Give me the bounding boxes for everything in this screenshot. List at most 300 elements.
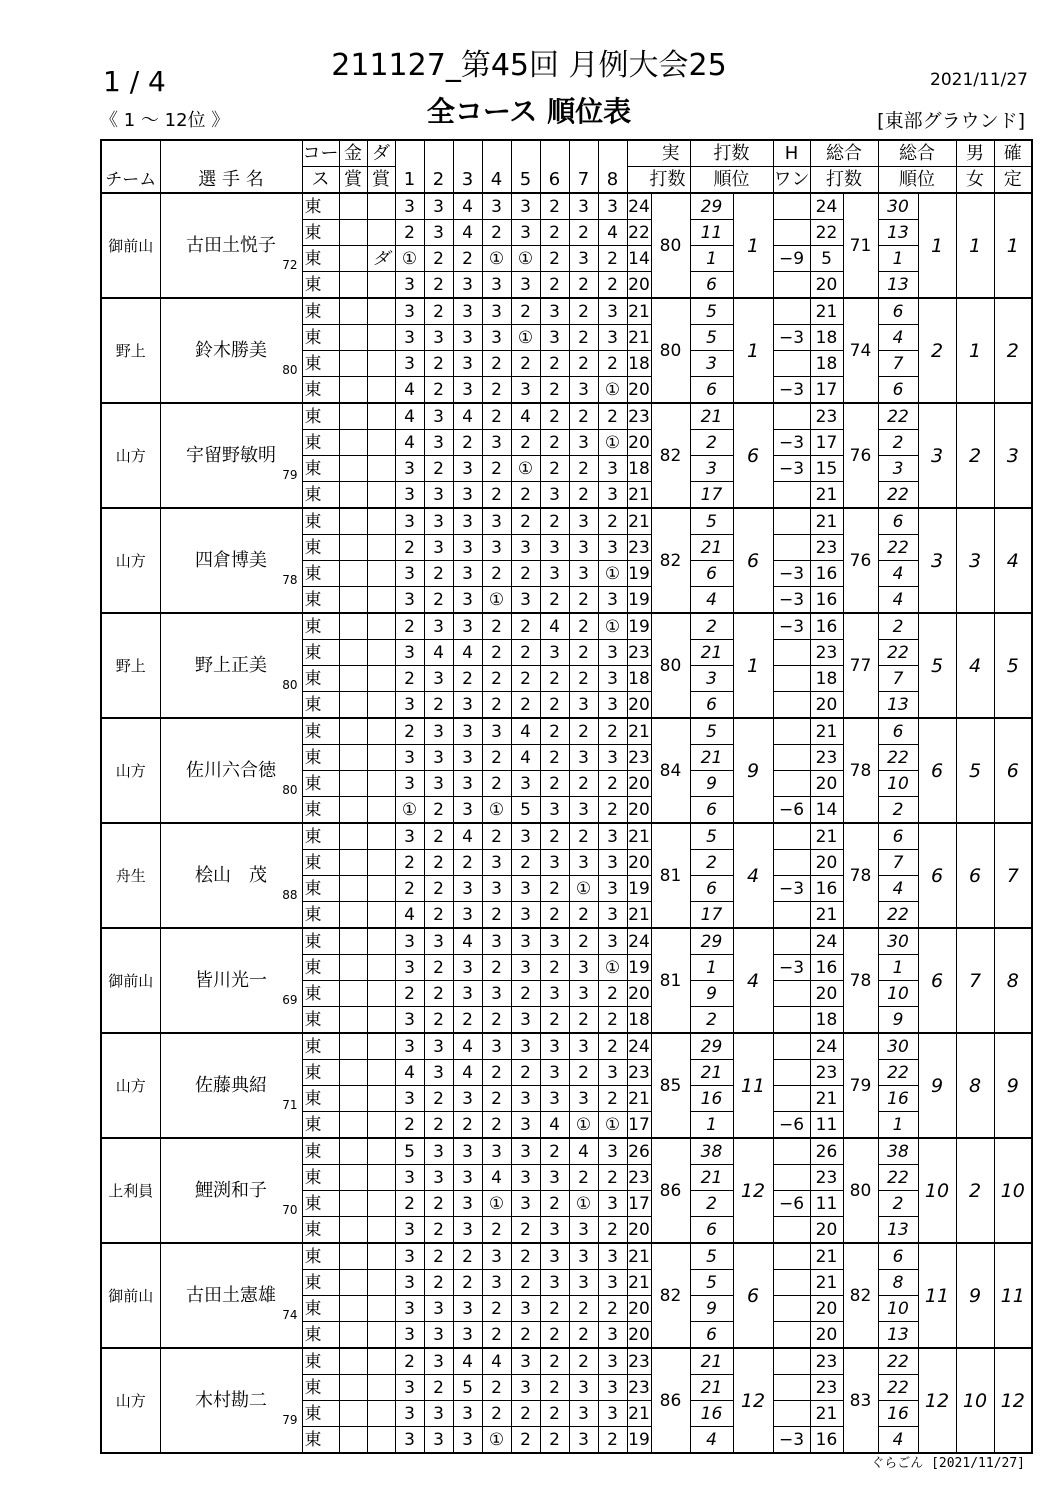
round-net: 21 <box>810 718 843 745</box>
round-total-rank: 13 <box>878 220 918 246</box>
col-hole-7: 7 <box>569 140 598 193</box>
hole-score: 2 <box>395 981 424 1007</box>
strokes-rank: 1 <box>733 193 773 298</box>
hole-score: 3 <box>424 1138 453 1165</box>
col-final-bottom: 定 <box>994 167 1032 194</box>
course-cell: 東 <box>302 482 339 509</box>
round-rank: 5 <box>690 325 733 351</box>
hole-score: 3 <box>395 1007 424 1034</box>
hole-score: 3 <box>482 1270 511 1296</box>
hole-score: ① <box>569 1112 598 1139</box>
hole-score: 2 <box>395 1348 424 1375</box>
round-total-rank: 16 <box>878 1086 918 1112</box>
hole-score: 3 <box>453 1217 482 1244</box>
hole-score: 3 <box>511 220 540 246</box>
hole-score: 3 <box>395 508 424 535</box>
round-total-rank: 4 <box>878 1427 918 1454</box>
round-net: 23 <box>810 1165 843 1191</box>
round-rank: 16 <box>690 1401 733 1427</box>
hole-score: 3 <box>424 1401 453 1427</box>
round-rank: 6 <box>690 876 733 902</box>
final-rank: 6 <box>994 718 1032 823</box>
gold-cell <box>339 1007 367 1034</box>
hole-score: 2 <box>540 193 569 220</box>
hole-score: 3 <box>395 193 424 220</box>
hole-score: 3 <box>395 1243 424 1270</box>
hole-score: 2 <box>395 876 424 902</box>
hole-score: 3 <box>395 1375 424 1401</box>
strokes-rank: 11 <box>733 1033 773 1138</box>
hole-score: 2 <box>569 1322 598 1349</box>
player-name-cell <box>160 298 302 403</box>
round-net: 20 <box>810 1322 843 1349</box>
round-rank: 17 <box>690 902 733 929</box>
course-cell: 東 <box>302 1217 339 1244</box>
round-total-rank: 2 <box>878 613 918 640</box>
table-row <box>101 193 1032 220</box>
course-cell: 東 <box>302 1033 339 1060</box>
hole-score: 2 <box>598 771 627 797</box>
player-name: 四倉博美 <box>195 549 267 571</box>
round-net: 24 <box>810 928 843 955</box>
da-cell <box>367 1007 395 1034</box>
da-cell <box>367 692 395 719</box>
hole-score: ① <box>511 246 540 272</box>
page-subtitle: 全コース 順位表 <box>426 95 632 128</box>
hole-score: 3 <box>540 640 569 666</box>
hole-score: 3 <box>598 298 627 325</box>
round-net: 11 <box>810 1112 843 1139</box>
hole-score: 2 <box>511 1217 540 1244</box>
round-net: 11 <box>810 1191 843 1217</box>
round-net: 16 <box>810 613 843 640</box>
hole-score: 3 <box>424 718 453 745</box>
round-net: 23 <box>810 1375 843 1401</box>
course-cell: 東 <box>302 508 339 535</box>
round-strokes: 24 <box>627 193 651 220</box>
da-cell <box>367 508 395 535</box>
hole-score: 2 <box>482 613 511 640</box>
course-cell: 東 <box>302 1138 339 1165</box>
course-cell: 東 <box>302 1270 339 1296</box>
hole-score: 2 <box>424 823 453 850</box>
gold-cell <box>339 403 367 430</box>
hole-score: 3 <box>395 928 424 955</box>
round-total-rank: 13 <box>878 692 918 719</box>
handicap: 88 <box>282 888 298 902</box>
hole-score: 4 <box>453 193 482 220</box>
gold-cell <box>339 1243 367 1270</box>
gender-rank: 5 <box>956 718 994 823</box>
round-rank: 1 <box>690 955 733 981</box>
hole-score: 2 <box>511 692 540 719</box>
player-name: 鈴木勝美 <box>195 339 267 361</box>
hole-score: 3 <box>453 377 482 404</box>
da-cell <box>367 193 395 220</box>
team-cell: 御前山 <box>101 928 160 1033</box>
team-cell: 山方 <box>101 1033 160 1138</box>
gender-rank: 2 <box>956 403 994 508</box>
hole-score: 3 <box>395 1270 424 1296</box>
hole-score: 3 <box>395 1427 424 1454</box>
round-total-rank: 22 <box>878 482 918 509</box>
hole-score: 2 <box>511 430 540 456</box>
hole-score: 3 <box>569 535 598 561</box>
hole-in-one-cell <box>773 351 810 377</box>
player-name-cell <box>160 1243 302 1348</box>
gold-cell <box>339 351 367 377</box>
round-total-rank: 22 <box>878 403 918 430</box>
hole-in-one-cell <box>773 902 810 929</box>
round-net: 20 <box>810 1296 843 1322</box>
hole-score: 3 <box>511 1375 540 1401</box>
total-strokes: 71 <box>843 193 878 298</box>
page-number: 1 / 4 <box>103 65 166 98</box>
hole-score: 4 <box>453 220 482 246</box>
course-cell: 東 <box>302 325 339 351</box>
hole-score: 2 <box>453 850 482 876</box>
hole-score: 2 <box>424 351 453 377</box>
hole-score: 3 <box>598 1060 627 1086</box>
hole-score: ① <box>511 325 540 351</box>
hole-score: 3 <box>395 325 424 351</box>
hole-score: 2 <box>424 587 453 614</box>
hole-score: 4 <box>453 640 482 666</box>
hole-score: 3 <box>453 456 482 482</box>
hole-score: 4 <box>540 613 569 640</box>
da-cell <box>367 823 395 850</box>
hole-score: 3 <box>453 298 482 325</box>
strokes-rank: 6 <box>733 1243 773 1348</box>
hole-score: 2 <box>453 666 482 692</box>
round-net: 16 <box>810 561 843 587</box>
round-rank: 29 <box>690 928 733 955</box>
hole-score: 2 <box>395 666 424 692</box>
handicap: 69 <box>282 993 298 1007</box>
hole-score: 2 <box>569 1007 598 1034</box>
round-rank: 9 <box>690 981 733 1007</box>
round-rank: 21 <box>690 403 733 430</box>
hole-score: 3 <box>482 1243 511 1270</box>
hole-score: 4 <box>395 403 424 430</box>
round-total-rank: 3 <box>878 456 918 482</box>
hole-in-one-cell <box>773 928 810 955</box>
round-strokes: 26 <box>627 1138 651 1165</box>
hole-score: 3 <box>395 587 424 614</box>
round-strokes: 23 <box>627 745 651 771</box>
round-strokes: 18 <box>627 1007 651 1034</box>
hole-score: 2 <box>482 666 511 692</box>
hole-score: 3 <box>395 482 424 509</box>
round-strokes: 23 <box>627 535 651 561</box>
round-rank: 2 <box>690 430 733 456</box>
gold-cell <box>339 482 367 509</box>
hole-score: 3 <box>569 692 598 719</box>
da-cell <box>367 666 395 692</box>
hole-score: 2 <box>511 981 540 1007</box>
handicap: 72 <box>282 258 298 272</box>
hole-score: 3 <box>395 640 424 666</box>
table-row <box>101 298 1032 325</box>
hole-score: 3 <box>482 430 511 456</box>
hole-score: 3 <box>424 430 453 456</box>
round-rank: 2 <box>690 613 733 640</box>
hole-score: 3 <box>395 771 424 797</box>
hole-score: 2 <box>598 403 627 430</box>
hole-score: 3 <box>482 193 511 220</box>
hole-score: 4 <box>395 902 424 929</box>
round-total-rank: 10 <box>878 771 918 797</box>
hole-score: 3 <box>511 1033 540 1060</box>
hole-score: 3 <box>424 928 453 955</box>
hole-score: 2 <box>424 1217 453 1244</box>
hole-score: 2 <box>424 246 453 272</box>
hole-score: 2 <box>569 456 598 482</box>
hole-in-one-cell: −3 <box>773 613 810 640</box>
round-net: 21 <box>810 508 843 535</box>
round-strokes: 23 <box>627 1060 651 1086</box>
player-name-cell <box>160 718 302 823</box>
hole-score: 2 <box>569 1060 598 1086</box>
hole-in-one-cell <box>773 745 810 771</box>
col-da-top: ダ <box>367 140 395 167</box>
gold-cell <box>339 456 367 482</box>
hole-score: 3 <box>511 1007 540 1034</box>
gold-cell <box>339 1138 367 1165</box>
gold-cell <box>339 718 367 745</box>
round-strokes: 21 <box>627 508 651 535</box>
hole-in-one-cell: −3 <box>773 430 810 456</box>
hole-score: 2 <box>511 1322 540 1349</box>
hole-score: 2 <box>540 876 569 902</box>
col-hole-1: 1 <box>395 140 424 193</box>
hole-score: 2 <box>482 1322 511 1349</box>
total-strokes: 79 <box>843 1033 878 1138</box>
round-total-rank: 22 <box>878 1060 918 1086</box>
round-net: 17 <box>810 377 843 404</box>
hole-score: 2 <box>540 508 569 535</box>
hole-score: 2 <box>540 666 569 692</box>
da-cell <box>367 1401 395 1427</box>
round-net: 21 <box>810 298 843 325</box>
hole-score: 3 <box>482 508 511 535</box>
final-rank: 7 <box>994 823 1032 928</box>
strokes-rank: 6 <box>733 508 773 613</box>
course-cell: 東 <box>302 430 339 456</box>
rank-range: 《 1 ～ 12位 》 <box>100 110 230 131</box>
total-rank: 1 <box>918 193 956 298</box>
actual-strokes: 80 <box>651 298 690 403</box>
course-cell: 東 <box>302 1296 339 1322</box>
round-total-rank: 6 <box>878 1243 918 1270</box>
da-cell <box>367 351 395 377</box>
round-net: 15 <box>810 456 843 482</box>
round-strokes: 19 <box>627 1427 651 1454</box>
hole-score: 4 <box>453 823 482 850</box>
hole-score: 3 <box>482 1033 511 1060</box>
hole-score: 3 <box>569 508 598 535</box>
gender-rank: 10 <box>956 1348 994 1453</box>
hole-score: 3 <box>395 823 424 850</box>
course-cell: 東 <box>302 718 339 745</box>
col-hole-6: 6 <box>540 140 569 193</box>
actual-strokes: 80 <box>651 193 690 298</box>
da-cell <box>367 1112 395 1139</box>
hole-score: 3 <box>511 1138 540 1165</box>
round-rank: 21 <box>690 1348 733 1375</box>
hole-score: 3 <box>453 902 482 929</box>
round-strokes: 17 <box>627 1191 651 1217</box>
player-name-cell <box>160 823 302 928</box>
hole-score: 2 <box>453 1243 482 1270</box>
round-net: 20 <box>810 272 843 299</box>
col-hole-5: 5 <box>511 140 540 193</box>
gold-cell <box>339 1270 367 1296</box>
course-cell: 東 <box>302 955 339 981</box>
round-total-rank: 22 <box>878 745 918 771</box>
hole-in-one-cell: −3 <box>773 377 810 404</box>
round-strokes: 21 <box>627 1086 651 1112</box>
hole-score: 2 <box>569 928 598 955</box>
hole-score: 2 <box>598 1427 627 1454</box>
hole-score: 4 <box>424 640 453 666</box>
round-strokes: 21 <box>627 718 651 745</box>
total-rank: 12 <box>918 1348 956 1453</box>
strokes-rank: 6 <box>733 403 773 508</box>
gold-cell <box>339 823 367 850</box>
hole-score: 3 <box>424 1060 453 1086</box>
strokes-rank: 12 <box>733 1138 773 1243</box>
da-cell <box>367 325 395 351</box>
round-total-rank: 4 <box>878 561 918 587</box>
handicap: 80 <box>282 783 298 797</box>
team-cell: 舟生 <box>101 823 160 928</box>
player-name: 鯉渕和子 <box>195 1179 267 1201</box>
da-cell <box>367 797 395 824</box>
course-cell: 東 <box>302 666 339 692</box>
hole-score: 3 <box>482 718 511 745</box>
hole-score: 2 <box>395 220 424 246</box>
hole-in-one-cell <box>773 1217 810 1244</box>
final-rank: 2 <box>994 298 1032 403</box>
course-cell: 東 <box>302 351 339 377</box>
hole-score: 2 <box>511 666 540 692</box>
round-strokes: 21 <box>627 1401 651 1427</box>
strokes-rank: 1 <box>733 613 773 718</box>
round-strokes: 18 <box>627 351 651 377</box>
hole-score: 4 <box>511 718 540 745</box>
hole-score: 3 <box>453 1138 482 1165</box>
hole-score: 3 <box>598 1138 627 1165</box>
hole-score: 3 <box>598 692 627 719</box>
hole-score: 2 <box>482 1086 511 1112</box>
hole-score: 3 <box>598 902 627 929</box>
team-cell: 山方 <box>101 508 160 613</box>
total-strokes: 76 <box>843 403 878 508</box>
hole-score: ① <box>598 561 627 587</box>
course-cell: 東 <box>302 876 339 902</box>
hole-score: 2 <box>482 403 511 430</box>
hole-score: 3 <box>511 587 540 614</box>
total-rank: 6 <box>918 718 956 823</box>
hole-score: 2 <box>569 902 598 929</box>
round-total-rank: 22 <box>878 1375 918 1401</box>
hole-score: 3 <box>569 1033 598 1060</box>
hole-in-one-cell <box>773 1401 810 1427</box>
round-strokes: 19 <box>627 561 651 587</box>
hole-score: 4 <box>453 1348 482 1375</box>
gold-cell <box>339 1060 367 1086</box>
round-net: 21 <box>810 902 843 929</box>
round-strokes: 24 <box>627 1033 651 1060</box>
hole-score: 3 <box>453 718 482 745</box>
course-cell: 東 <box>302 377 339 404</box>
team-cell: 上利員 <box>101 1138 160 1243</box>
round-net: 21 <box>810 482 843 509</box>
hole-in-one-cell <box>773 193 810 220</box>
hole-score: 3 <box>453 1322 482 1349</box>
player-name-cell <box>160 508 302 613</box>
round-total-rank: 6 <box>878 718 918 745</box>
hole-score: 2 <box>453 1112 482 1139</box>
hole-score: 3 <box>453 1191 482 1217</box>
hole-score: 3 <box>598 1243 627 1270</box>
round-net: 23 <box>810 1060 843 1086</box>
round-rank: 38 <box>690 1138 733 1165</box>
hole-score: 2 <box>482 823 511 850</box>
gold-cell <box>339 1191 367 1217</box>
hole-score: 3 <box>511 1086 540 1112</box>
round-rank: 6 <box>690 561 733 587</box>
round-strokes: 23 <box>627 1348 651 1375</box>
handicap: 80 <box>282 363 298 377</box>
hole-score: 2 <box>482 377 511 404</box>
gender-rank: 4 <box>956 613 994 718</box>
round-net: 26 <box>810 1138 843 1165</box>
hole-score: 3 <box>424 771 453 797</box>
course-cell: 東 <box>302 1086 339 1112</box>
round-strokes: 22 <box>627 220 651 246</box>
gold-cell <box>339 220 367 246</box>
round-rank: 6 <box>690 1322 733 1349</box>
gold-cell <box>339 561 367 587</box>
table-row <box>101 1348 1032 1375</box>
round-strokes: 19 <box>627 587 651 614</box>
round-strokes: 24 <box>627 928 651 955</box>
col-actual-top: 実 <box>627 140 690 167</box>
table-row <box>101 823 1032 850</box>
hole-score: 3 <box>540 850 569 876</box>
round-rank: 2 <box>690 850 733 876</box>
handicap: 79 <box>282 1413 298 1427</box>
hole-score: 3 <box>569 1270 598 1296</box>
round-net: 20 <box>810 771 843 797</box>
hole-score: 2 <box>540 1427 569 1454</box>
da-cell <box>367 718 395 745</box>
round-net: 21 <box>810 1270 843 1296</box>
hole-score: 3 <box>424 1427 453 1454</box>
hole-score: 2 <box>395 535 424 561</box>
total-rank: 3 <box>918 508 956 613</box>
hole-in-one-cell: −3 <box>773 587 810 614</box>
round-total-rank: 2 <box>878 797 918 824</box>
hole-in-one-cell <box>773 1165 810 1191</box>
player-name-cell <box>160 193 302 298</box>
col-h-top: H <box>773 140 810 167</box>
hole-score: 2 <box>482 561 511 587</box>
hole-score: 3 <box>453 745 482 771</box>
col-hole-3: 3 <box>453 140 482 193</box>
